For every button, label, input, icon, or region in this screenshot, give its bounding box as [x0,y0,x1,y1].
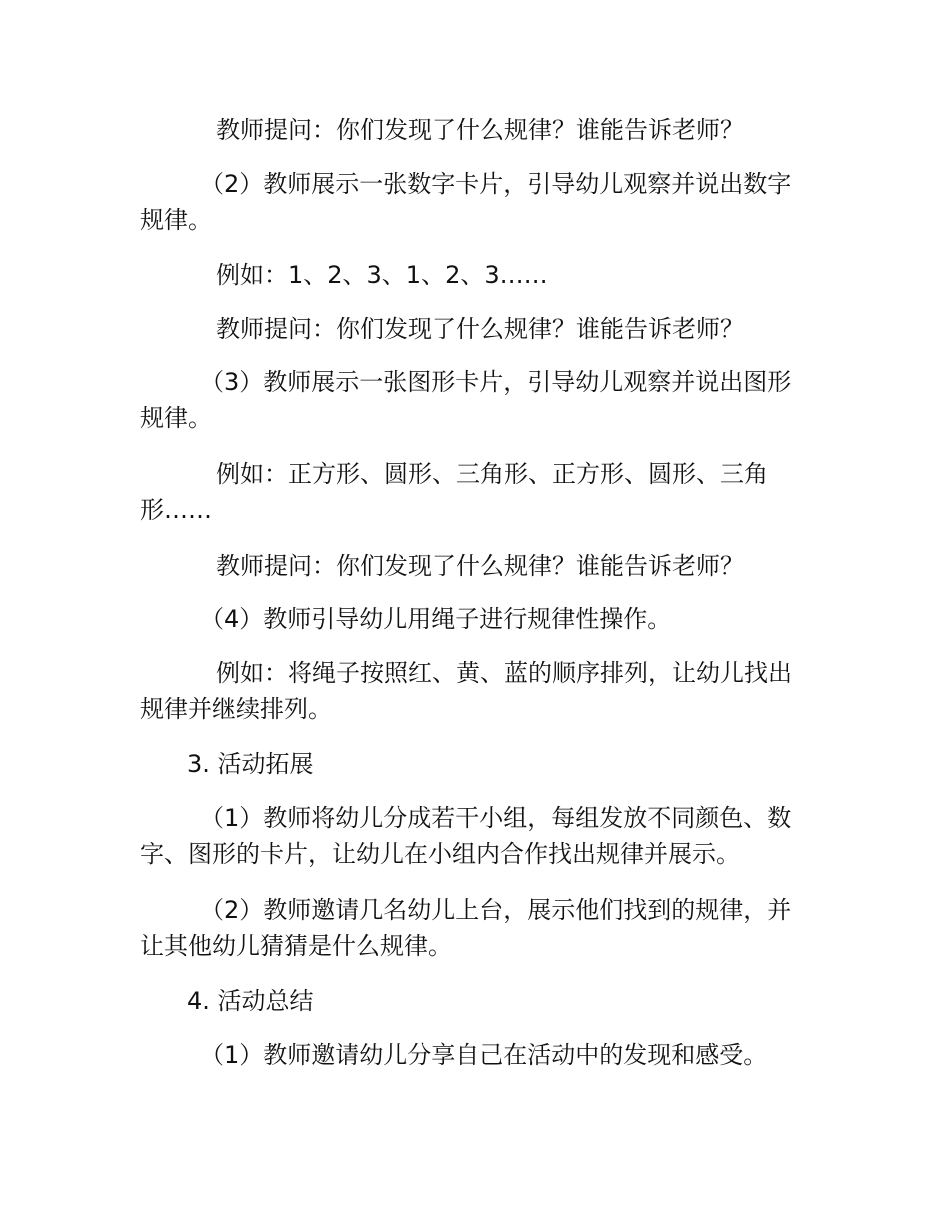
section-heading-activity-summary: 4. 活动总结 [187,987,314,1015]
summary-step-1: （1）教师邀请幼儿分享自己在活动中的发现和感受。 [200,1041,768,1069]
teacher-question-2: 教师提问：你们发现了什么规律？谁能告诉老师？ [216,315,744,343]
example-shapes: 例如：正方形、圆形、三角形、正方形、圆形、三角形…… [140,460,768,524]
extension-step-1: （1）教师将幼儿分成若干小组，每组发放不同颜色、数字、图形的卡片，让幼儿在小组内合作找出规律并展示。 [140,804,792,868]
section-heading-activity-extension: 3. 活动拓展 [187,750,314,778]
step-3-shape-card: （3）教师展示一张图形卡片，引导幼儿观察并说出图形规律。 [140,368,792,432]
extension-step-2: （2）教师邀请几名幼儿上台，展示他们找到的规律，并让其他幼儿猜猜是什么规律。 [140,896,792,960]
teacher-question-3: 教师提问：你们发现了什么规律？谁能告诉老师？ [216,552,744,580]
teacher-question-1: 教师提问：你们发现了什么规律？谁能告诉老师？ [216,116,744,144]
example-numbers: 例如：1、2、3、1、2、3…… [216,261,548,289]
example-rope: 例如：将绳子按照红、黄、蓝的顺序排列，让幼儿找出规律并继续排列。 [140,659,792,723]
step-2-number-card: （2）教师展示一张数字卡片，引导幼儿观察并说出数字规律。 [140,170,792,234]
step-4-rope-operation: （4）教师引导幼儿用绳子进行规律性操作。 [200,605,672,633]
